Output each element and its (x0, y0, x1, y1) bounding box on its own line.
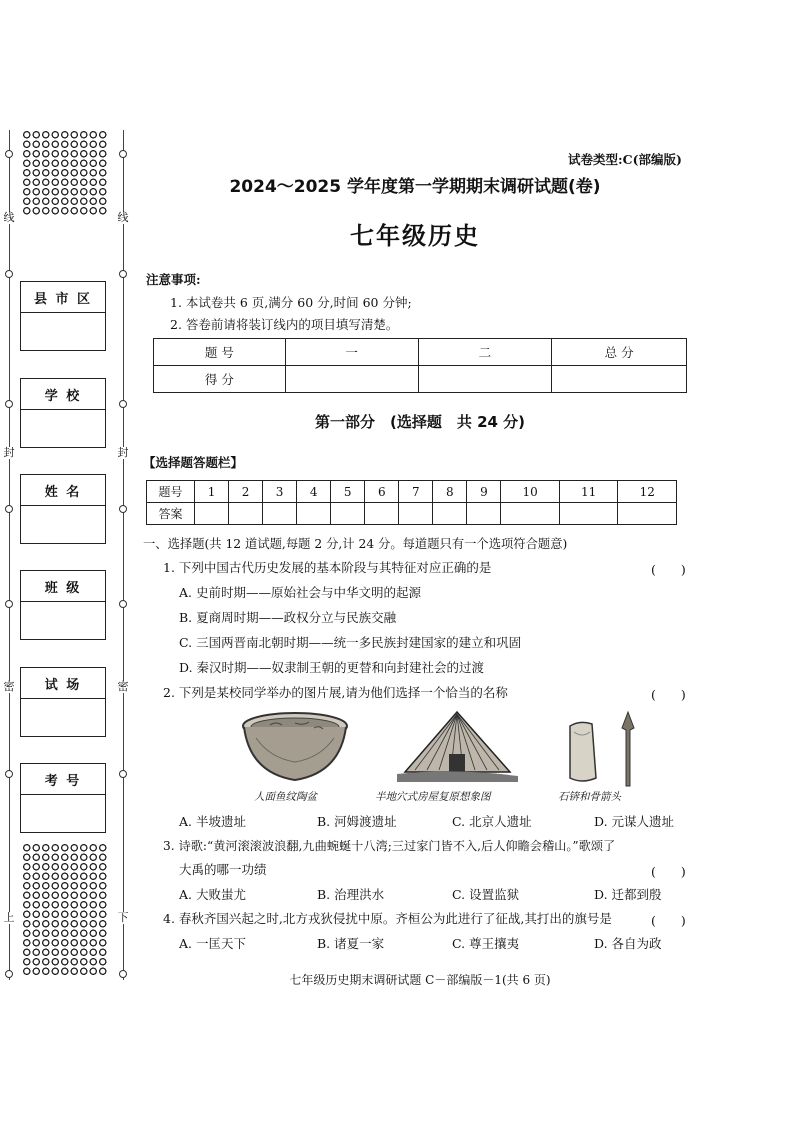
q2-answer-paren[interactable]: ( ) (651, 687, 686, 702)
score-cell[interactable] (418, 366, 552, 393)
q4-option-b[interactable]: B. 诸夏一家 (317, 936, 385, 951)
binding-hole-dot (119, 505, 127, 513)
question-number-cell: 3 (263, 481, 297, 503)
stone-adze-bone-arrow-image (560, 708, 650, 788)
part1-title: 第一部分 (选择题 共 24 分) (314, 413, 526, 431)
answer-grid (146, 480, 677, 525)
score-cell[interactable] (285, 366, 418, 393)
field-school[interactable] (20, 378, 106, 448)
question-number-cell: 2 (229, 481, 263, 503)
semi-subterranean-house-image (395, 708, 520, 788)
q1-option-b[interactable]: B. 夏商周时期——政权分立与民族交融 (179, 610, 397, 625)
score-header-cell: 总 分 (552, 339, 687, 366)
q2-stem: 2. 下列是某校同学举办的图片展,请为他们选择一个恰当的名称 (163, 685, 508, 700)
dot-pattern-top (22, 130, 108, 216)
binding-hole-dot (5, 600, 13, 608)
q2-caption-basin: 人面鱼纹陶盆 (254, 791, 317, 803)
question-number-cell: 8 (433, 481, 467, 503)
score-header-cell: 题 号 (154, 339, 286, 366)
q3-option-a[interactable]: A. 大败蚩尤 (179, 887, 246, 902)
q1-stem: 1. 下列中国古代历史发展的基本阶段与其特征对应正确的是 (163, 560, 492, 575)
section1-heading: 一、选择题(共 12 道试题,每题 2 分,计 24 分。每道题只有一个选项符合题意) (143, 537, 568, 551)
question-number-cell: 6 (365, 481, 399, 503)
dot-pattern-bottom (22, 843, 108, 975)
notes-item: 2. 答卷前请将装订线内的项目填写清楚。 (170, 317, 399, 332)
field-county[interactable] (20, 281, 106, 351)
subject-title: 七年级历史 (350, 222, 480, 250)
binding-line-left (9, 130, 10, 980)
binding-line-right (123, 130, 124, 980)
q2-option-b[interactable]: B. 河姆渡遗址 (317, 814, 397, 829)
field-label: 班 级 (21, 571, 105, 602)
question-number-cell: 9 (467, 481, 501, 503)
question-number-cell: 7 (399, 481, 433, 503)
answer-cell[interactable] (195, 503, 229, 525)
q2-caption-house: 半地穴式房屋复原想象图 (375, 791, 491, 803)
margin-char: 线 (117, 211, 129, 224)
q4-option-a[interactable]: A. 一匡天下 (179, 936, 246, 951)
q4-option-d[interactable]: D. 各自为政 (594, 936, 662, 951)
score-table (153, 338, 687, 393)
binding-hole-dot (119, 270, 127, 278)
answer-cell[interactable] (399, 503, 433, 525)
binding-hole-dot (5, 150, 13, 158)
field-label: 县 市 区 (21, 282, 105, 313)
answer-cell[interactable] (297, 503, 331, 525)
answer-grid-label: 题号 (147, 481, 195, 503)
score-cell[interactable] (552, 366, 687, 393)
margin-char: 线 (3, 211, 15, 224)
question-number-cell: 4 (297, 481, 331, 503)
binding-hole-dot (119, 970, 127, 978)
field-class[interactable] (20, 570, 106, 640)
q2-caption-tools: 石锛和骨箭头 (558, 791, 621, 803)
q3-answer-paren[interactable]: ( ) (651, 864, 686, 879)
binding-hole-dot (5, 505, 13, 513)
pottery-basin-image (240, 708, 350, 788)
q2-option-c[interactable]: C. 北京人遗址 (452, 814, 532, 829)
binding-hole-dot (5, 770, 13, 778)
margin-char: 密 (3, 680, 15, 693)
score-row-label: 得 分 (154, 366, 286, 393)
q2-option-a[interactable]: A. 半坡遗址 (179, 814, 246, 829)
answer-cell[interactable] (229, 503, 263, 525)
answer-grid-caption: 【选择题答题栏】 (143, 455, 244, 470)
score-header-cell: 一 (285, 339, 418, 366)
field-exam-room[interactable] (20, 667, 106, 737)
binding-hole-dot (5, 270, 13, 278)
q3-stem: 3. 诗歌:“黄河滚滚波浪翻,九曲蜿蜒十八湾;三过家门皆不入,后人仰瞻会稽山。”歌颂了 (163, 839, 616, 853)
answer-cell[interactable] (433, 503, 467, 525)
q2-option-d[interactable]: D. 元谋人遗址 (594, 814, 675, 829)
q4-answer-paren[interactable]: ( ) (651, 913, 686, 928)
q3-option-d[interactable]: D. 迁都到殷 (594, 887, 662, 902)
q1-option-d[interactable]: D. 秦汉时期——奴隶制王朝的更替和向封建社会的过渡 (179, 660, 485, 675)
answer-cell[interactable] (501, 503, 560, 525)
answer-cell[interactable] (263, 503, 297, 525)
paper-type: 试卷类型:C(部编版) (568, 152, 682, 167)
q4-option-c[interactable]: C. 尊王攘夷 (452, 936, 520, 951)
answer-cell[interactable] (559, 503, 618, 525)
margin-char: 封 (117, 446, 129, 459)
field-label: 学 校 (21, 379, 105, 410)
field-label: 姓 名 (21, 475, 105, 506)
page-footer: 七年级历史期末调研试题 C－部编版－1(共 6 页) (289, 973, 551, 987)
answer-cell[interactable] (618, 503, 677, 525)
margin-char: 封 (3, 446, 15, 459)
binding-hole-dot (119, 600, 127, 608)
field-label: 试 场 (21, 668, 105, 699)
question-number-cell: 1 (195, 481, 229, 503)
q4-stem: 4. 春秋齐国兴起之时,北方戎狄侵扰中原。齐桓公为此进行了征战,其打出的旗号是 (163, 911, 612, 926)
answer-grid-label: 答案 (147, 503, 195, 525)
score-header-cell: 二 (418, 339, 552, 366)
field-exam-number[interactable] (20, 763, 106, 833)
question-number-cell: 12 (618, 481, 677, 503)
question-number-cell: 10 (501, 481, 560, 503)
q3-option-b[interactable]: B. 治理洪水 (317, 887, 385, 902)
margin-char: 密 (117, 680, 129, 693)
q3-option-c[interactable]: C. 设置监狱 (452, 887, 520, 902)
question-number-cell: 11 (559, 481, 618, 503)
q3-stem-continued: 大禹的哪一功绩 (179, 862, 267, 877)
question-number-cell: 5 (331, 481, 365, 503)
binding-hole-dot (119, 400, 127, 408)
margin-char: 上 (3, 911, 15, 924)
answer-cell[interactable] (467, 503, 501, 525)
notes-item: 1. 本试卷共 6 页,满分 60 分,时间 60 分钟; (170, 295, 412, 310)
q1-option-a[interactable]: A. 史前时期——原始社会与中华文明的起源 (179, 585, 421, 600)
binding-hole-dot (5, 970, 13, 978)
margin-char: 下 (117, 911, 129, 924)
binding-hole-dot (5, 400, 13, 408)
field-name[interactable] (20, 474, 106, 544)
q1-option-c[interactable]: C. 三国两晋南北朝时期——统一多民族封建国家的建立和巩固 (179, 635, 522, 650)
answer-cell[interactable] (331, 503, 365, 525)
answer-cell[interactable] (365, 503, 399, 525)
binding-hole-dot (119, 770, 127, 778)
q1-answer-paren[interactable]: ( ) (651, 562, 686, 577)
exam-title: 2024～2025 学年度第一学期期末调研试题(卷) (229, 177, 601, 197)
field-label: 考 号 (21, 764, 105, 795)
binding-hole-dot (119, 150, 127, 158)
notes-heading: 注意事项: (146, 272, 201, 287)
